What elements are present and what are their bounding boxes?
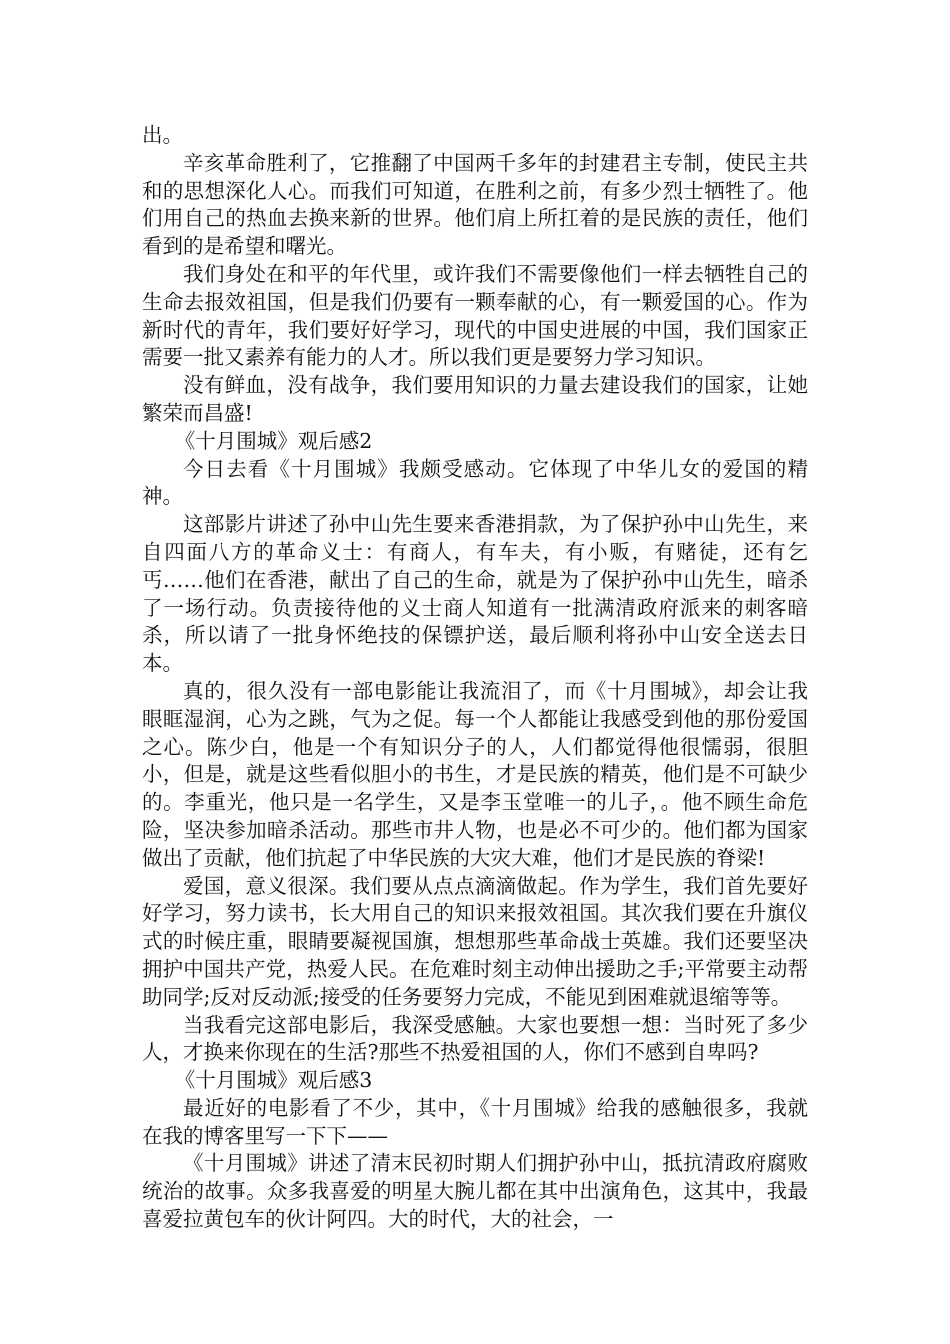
paragraph: 爱国，意义很深。我们要从点点滴滴做起。作为学生，我们首先要好好学习，努力读书，长大用自己的知识来报效祖国。其次我们要在升旗仪式的时候庄重，眼睛要凝视国旗，想想那些革命战士英雄。我们还要坚决拥护中国共产党，热爱人民。在危难时刻主动伸出援助之手;平常要主动帮助同学;反对反动派;接受的任务要努力完成，不能见到困难就退缩等等。 — [142, 873, 808, 1009]
paragraph: 当我看完这部电影后，我深受感触。大家也要想一想：当时死了多少人，才换来你现在的生活?那些不热爱祖国的人，你们不感到自卑吗? — [142, 1012, 808, 1065]
paragraph: 这部影片讲述了孙中山先生要来香港捐款，为了保护孙中山先生，来自四面八方的革命义士：有商人，有车夫，有小贩，有赌徒，还有乞丐……他们在香港，献出了自己的生命，就是为了保护孙中山先生，暗杀了一场行动。负责接待他的义士商人知道有一批满清政府派来的刺客暗杀，所以请了一批身怀绝技的保镖护送，最后顺利将孙中山安全送去日本。 — [142, 512, 808, 676]
paragraph-continuation: 出。 — [142, 123, 183, 147]
paragraph: 今日去看《十月围城》我颇受感动。它体现了中华儿女的爱国的精神。 — [142, 456, 808, 509]
document-body — [142, 122, 808, 1234]
paragraph: 真的，很久没有一部电影能让我流泪了，而《十月围城》，却会让我眼眶湿润，心为之跳，气为之促。每一个人都能让我感受到他的那份爱国之心。陈少白，他是一个有知识分子的人，人们都觉得他很懦弱，很胆小，但是，就是这些看似胆小的书生，才是民族的精英，他们是不可缺少的。李重光，他只是一名学生，又是李玉堂唯一的儿子，。他不顾生命危险，坚决参加暗杀活动。那些市井人物，也是必不可少的。他们都为国家做出了贡献，他们抗起了中华民族的大灾大难，他们才是民族的脊梁! — [142, 678, 808, 870]
paragraph: 最近好的电影看了不少，其中，《十月围城》给我的感触很多，我就在我的博客里写一下下—— — [142, 1095, 808, 1148]
paragraph: 《十月围城》讲述了清末民初时期人们拥护孙中山，抵抗清政府腐败统治的故事。众多我喜爱的明星大腕儿都在其中出演角色，这其中，我最喜爱拉黄包车的伙计阿四。大的时代，大的社会，一 — [142, 1151, 808, 1232]
paragraph: 我们身处在和平的年代里，或许我们不需要像他们一样去牺牲自己的生命去报效祖国，但是我们仍要有一颗奉献的心，有一颗爱国的心。作为新时代的青年，我们要好好学习，现代的中国史进展的中国，我们国家正需要一批又素养有能力的人才。所以我们更是要努力学习知识。 — [142, 261, 808, 370]
paragraph: 没有鲜血，没有战争，我们要用知识的力量去建设我们的国家，让她繁荣而昌盛! — [142, 373, 808, 425]
section-heading: 《十月围城》观后感3 — [174, 1068, 373, 1093]
section-heading: 《十月围城》观后感2 — [174, 428, 373, 453]
paragraph: 辛亥革命胜利了，它推翻了中国两千多年的封建君主专制，使民主共和的思想深化人心。而我们可知道，在胜利之前，有多少烈士牺牲了。他们用自己的热血去换来新的世界。他们肩上所扛着的是民族的责任，他们看到的是希望和曙光。 — [142, 150, 808, 259]
